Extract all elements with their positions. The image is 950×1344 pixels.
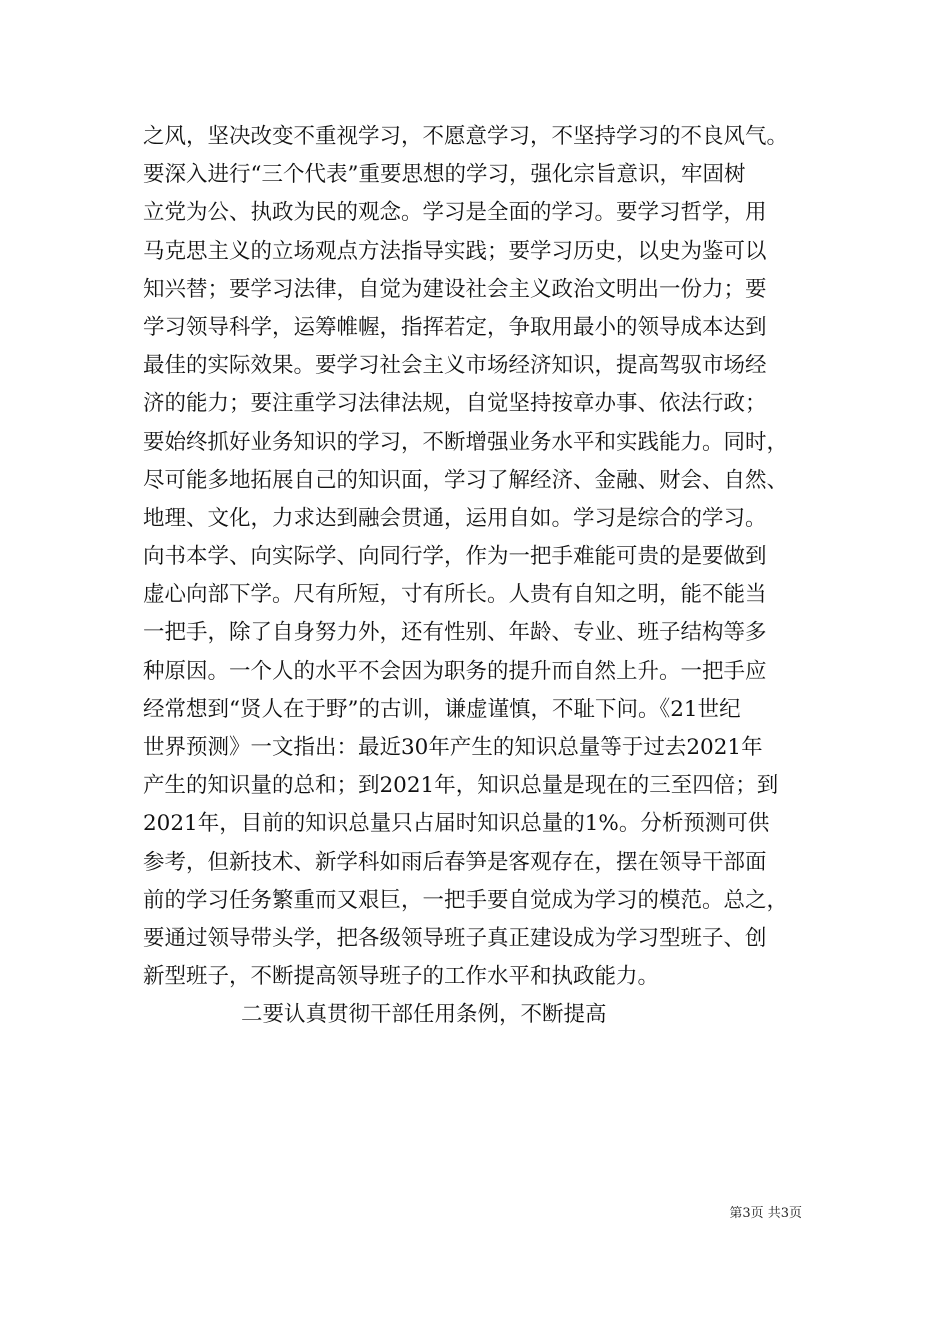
text-line: 之风，坚决改变不重视学习，不愿意学习，不坚持学习的不良风气。 [143,124,789,149]
text-line: 要深入进行“三个代表”重要思想的学习，强化宗旨意识，牢固树 [143,162,746,188]
text-line: 产生的知识量的总和；到2021年，知识总量是现在的三至四倍；到 [143,773,779,799]
text-line: 一把手，除了自身努力外，还有性别、年龄、专业、班子结构等多 [143,620,767,646]
text-line: 学习领导科学，运筹帷幄，指挥若定，争取用最小的领导成本达到 [143,314,767,340]
text-line: 经常想到“贤人在于野”的古训，谦虚谨慎，不耻下问。《21世纪 [143,696,741,722]
page-number: 第3页 共3页 [729,1206,802,1221]
section-heading: 二要认真贯彻干部任用条例，不断提高 [241,1002,607,1028]
text-line: 地理、文化，力求达到融会贯通，运用自如。学习是综合的学习。 [143,505,767,531]
text-line: 参考，但新技术、新学科如雨后春笋是客观存在，摆在领导干部面 [143,849,767,875]
text-line: 新型班子，不断提高领导班子的工作水平和执政能力。 [143,964,660,990]
text-line: 马克思主义的立场观点方法指导实践；要学习历史，以史为鉴可以 [143,238,767,264]
body-text [143,118,843,1035]
text-line: 向书本学、向实际学、向同行学，作为一把手难能可贵的是要做到 [143,544,767,570]
text-line: 前的学习任务繁重而又艰巨，一把手要自觉成为学习的模范。总之， [143,887,789,913]
text-line: 种原因。一个人的水平不会因为职务的提升而自然上升。一把手应 [143,658,767,684]
text-line: 要始终抓好业务知识的学习，不断增强业务水平和实践能力。同时， [143,429,789,455]
text-line: 2021年，目前的知识总量只占届时知识总量的1%。分析预测可供 [143,811,770,837]
text-line: 知兴替；要学习法律，自觉为建设社会主义政治文明出一份力；要 [143,276,767,302]
text-line: 最佳的实际效果。要学习社会主义市场经济知识，提高驾驭市场经 [143,353,767,379]
text-line: 济的能力；要注重学习法律法规，自觉坚持按章办事、依法行政； [143,391,767,417]
text-line: 立党为公、执政为民的观念。学习是全面的学习。要学习哲学，用 [143,200,767,226]
text-line: 要通过领导带头学，把各级领导班子真正建设成为学习型班子、创 [143,925,767,951]
text-line: 世界预测》一文指出：最近30年产生的知识总量等于过去2021年 [143,735,763,760]
text-line: 虚心向部下学。尺有所短，寸有所长。人贵有自知之明，能不能当 [143,582,767,608]
text-line: 尽可能多地拓展自己的知识面，学习了解经济、金融、财会、自然、 [143,467,789,493]
